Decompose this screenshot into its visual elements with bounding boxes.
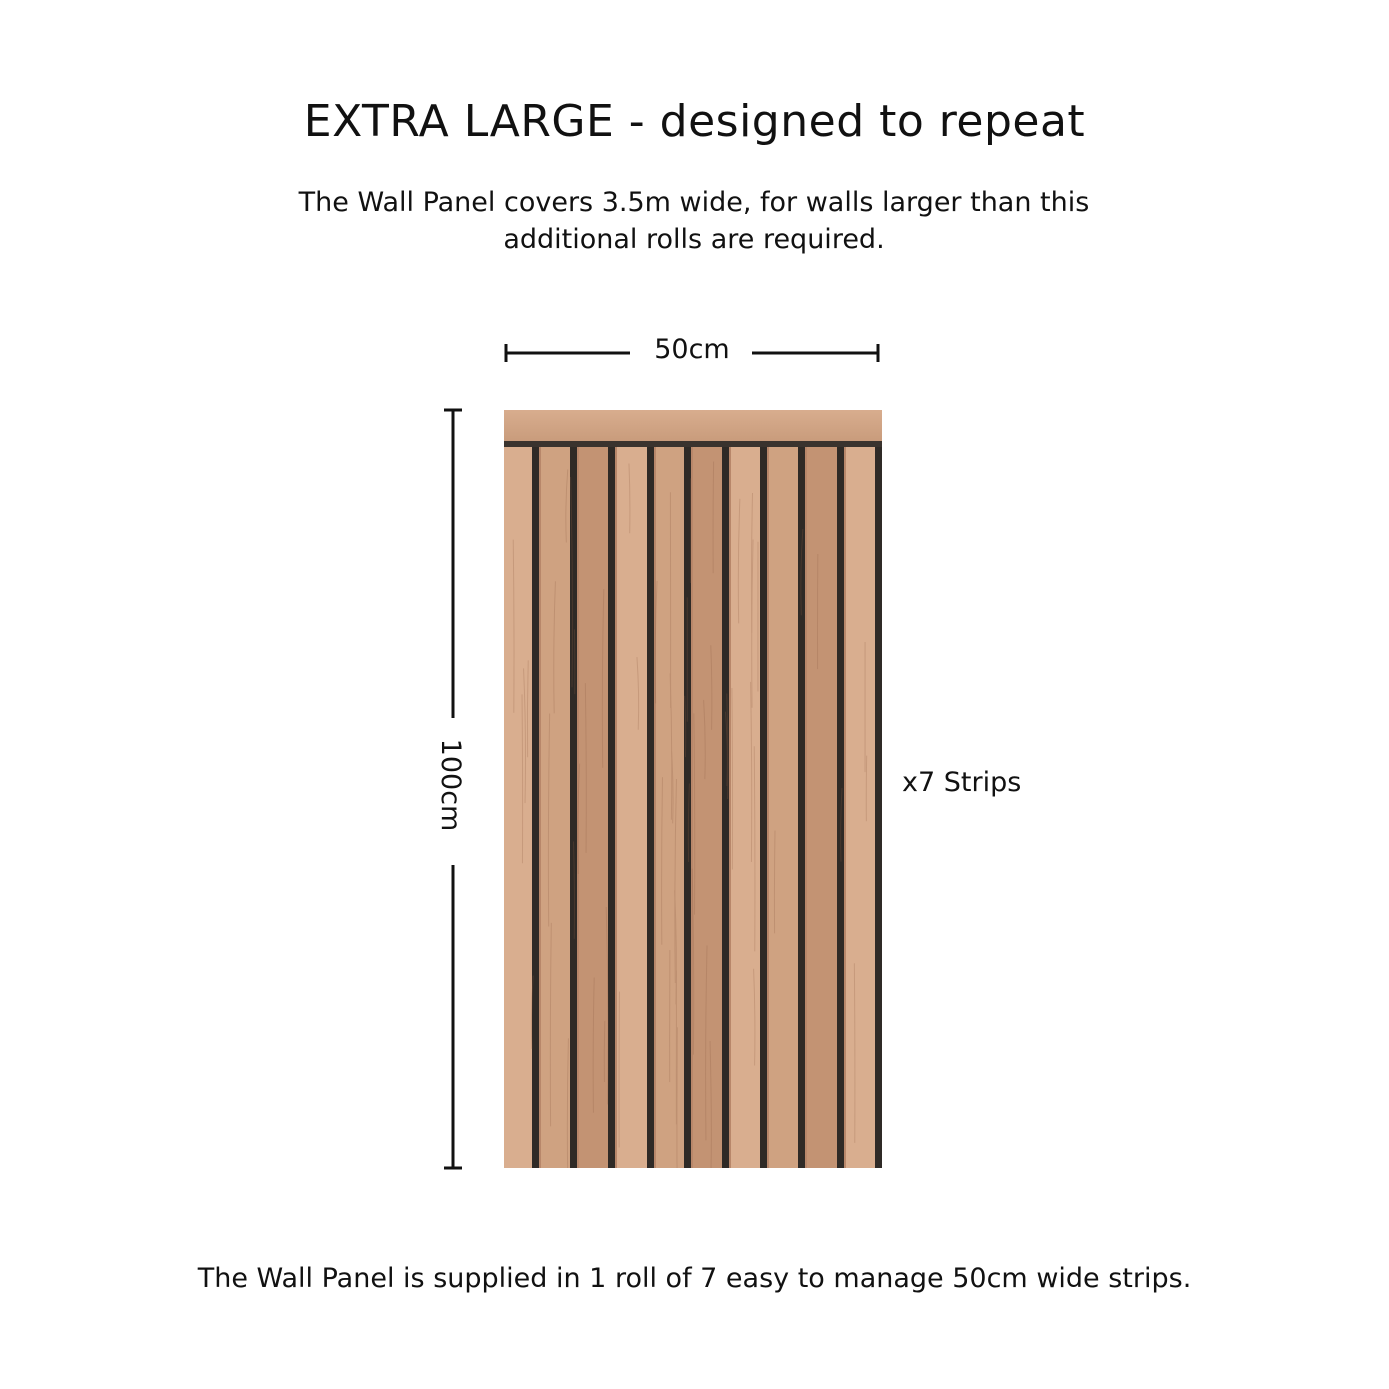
- page-subtitle: The Wall Panel covers 3.5m wide, for walls larger than this additional rolls are required.: [298, 187, 1090, 255]
- wood-slat: [767, 447, 798, 1168]
- slat-edge: [805, 447, 807, 1168]
- width-label: 50cm: [654, 334, 730, 365]
- slat-gap: [647, 447, 654, 1168]
- strips-label: x7 Strips: [902, 767, 1022, 798]
- height-label: 100cm: [435, 738, 466, 832]
- wood-slat: [654, 447, 684, 1168]
- panel-slats: [504, 447, 882, 1168]
- slat-edge: [691, 447, 693, 1168]
- slat-edge: [844, 447, 846, 1168]
- slat-gap: [532, 447, 539, 1168]
- wood-slat: [504, 447, 532, 1168]
- wood-grain-line: [713, 461, 714, 573]
- slat-gap: [875, 447, 882, 1168]
- wood-grain-line: [774, 831, 775, 934]
- wood-slat: [729, 447, 760, 1168]
- slat-gap: [722, 447, 729, 1168]
- panel-top-shadow: [504, 441, 882, 447]
- slat-edge: [539, 447, 541, 1168]
- footer-note: The Wall Panel is supplied in 1 roll of 7 easy to manage 50cm wide strips.: [197, 1263, 1192, 1294]
- wood-grain-line: [854, 963, 855, 1143]
- slat-edge: [729, 447, 731, 1168]
- slat-gap: [837, 447, 844, 1168]
- wood-grain-line: [604, 1021, 605, 1082]
- slat-edge: [767, 447, 769, 1168]
- slat-edge: [615, 447, 617, 1168]
- slat-gap: [684, 447, 691, 1168]
- wood-slat: [615, 447, 647, 1168]
- slat-gap: [570, 447, 577, 1168]
- wood-slat: [577, 447, 608, 1168]
- panel-top-band: [504, 410, 882, 441]
- wood-panel-illustration: [504, 410, 882, 1168]
- slat-gap: [760, 447, 767, 1168]
- wood-slat: [691, 447, 722, 1168]
- slat-edge: [654, 447, 656, 1168]
- page-title: EXTRA LARGE - designed to repeat: [303, 96, 1086, 147]
- wood-grain-line: [522, 694, 523, 863]
- wood-slat: [805, 447, 837, 1168]
- wood-grain-line: [732, 688, 733, 869]
- wood-slat: [844, 447, 875, 1168]
- slat-gap: [608, 447, 615, 1168]
- wood-slat: [539, 447, 570, 1168]
